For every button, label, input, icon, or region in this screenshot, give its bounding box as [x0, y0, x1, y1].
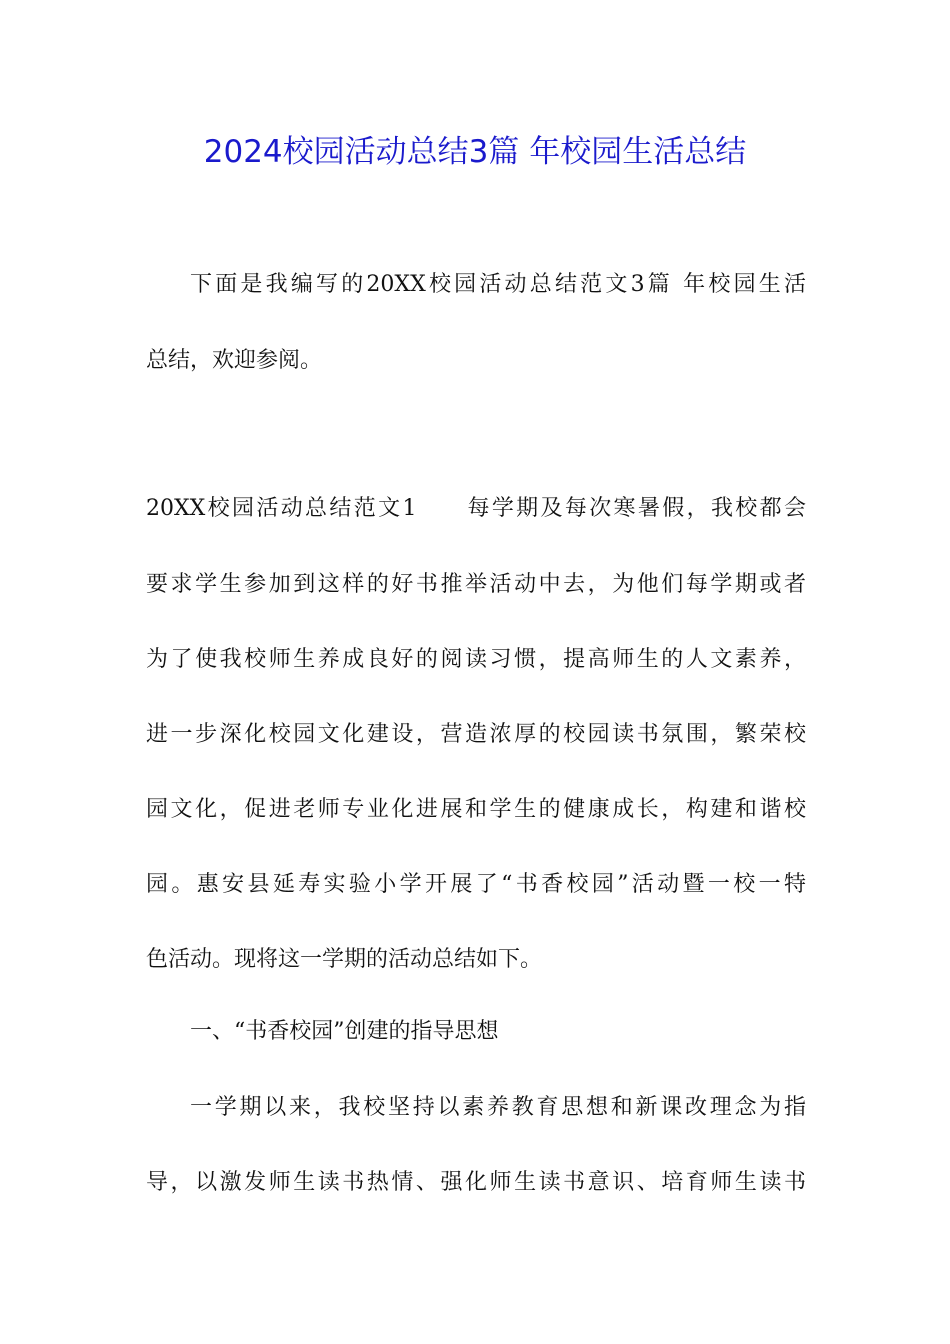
- intro-line-1: 下面是我编写的20XX校园活动总结范文3篇 年校园生活: [190, 272, 806, 297]
- body-line-3: 为了使我校师生养成良好的阅读习惯，提高师生的人文素养，: [146, 647, 806, 672]
- section-heading: 一、“书香校园”创建的指导思想: [190, 1019, 499, 1044]
- intro-line-2: 总结，欢迎参阅。: [146, 348, 323, 373]
- section-body-line-2: 导，以激发师生读书热情、强化师生读书意识、培育师生读书: [146, 1170, 806, 1195]
- body-line-5: 园文化，促进老师专业化进展和学生的健康成长，构建和谐校: [146, 797, 806, 822]
- body-line-1: 20XX校园活动总结范文1 每学期及每次寒暑假，我校都会: [146, 496, 806, 521]
- body-line-7: 色活动。现将这一学期的活动总结如下。: [146, 947, 543, 972]
- document-title: 2024校园活动总结3篇 年校园生活总结: [203, 134, 747, 170]
- body-line-4: 进一步深化校园文化建设，营造浓厚的校园读书氛围，繁荣校: [146, 722, 806, 747]
- body-line-6: 园。惠安县延寿实验小学开展了“书香校园”活动暨一校一特: [146, 872, 806, 897]
- body-line-2: 要求学生参加到这样的好书推举活动中去，为他们每学期或者: [146, 572, 806, 597]
- section-body-line-1: 一学期以来，我校坚持以素养教育思想和新课改理念为指: [190, 1095, 806, 1120]
